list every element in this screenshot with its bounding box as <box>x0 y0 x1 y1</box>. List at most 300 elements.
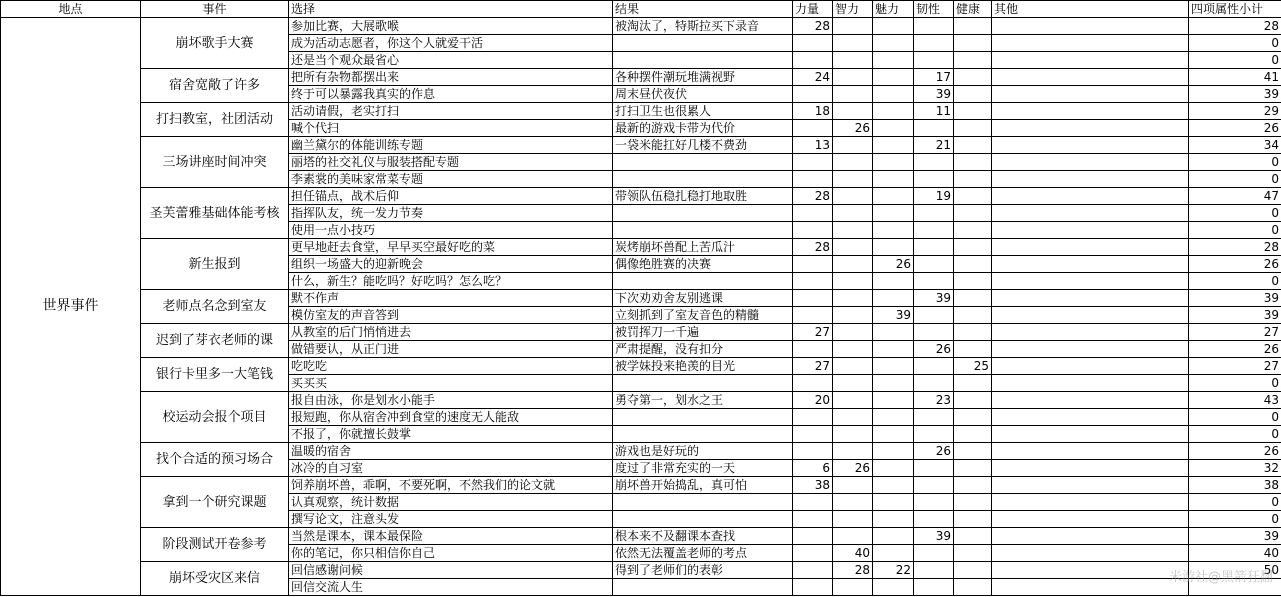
intelligence-cell <box>833 392 873 409</box>
result-cell: 勇夺第一，划水之王 <box>613 392 793 409</box>
tenacity-cell <box>914 120 954 137</box>
table-row <box>1 137 1281 154</box>
intelligence-cell: 26 <box>833 120 873 137</box>
other-cell <box>992 358 1189 375</box>
choice-cell: 丽塔的社交礼仪与服装搭配专题 <box>289 154 613 171</box>
other-cell <box>992 290 1189 307</box>
tenacity-cell: 17 <box>914 69 954 86</box>
strength-cell <box>793 545 833 562</box>
tenacity-cell <box>914 579 954 596</box>
tenacity-cell <box>914 239 954 256</box>
subtotal-cell: 0 <box>1189 205 1281 222</box>
tenacity-cell: 26 <box>914 443 954 460</box>
other-cell <box>992 494 1189 511</box>
health-cell <box>954 69 992 86</box>
event-cell: 拿到一个研究课题 <box>141 477 289 528</box>
header-tenacity: 韧性 <box>914 1 954 18</box>
choice-cell: 把所有杂物都摆出来 <box>289 69 613 86</box>
event-cell: 老师点名念到室友 <box>141 290 289 324</box>
charm-cell <box>873 205 914 222</box>
tenacity-cell: 21 <box>914 137 954 154</box>
header-subtotal: 四项属性小计 <box>1189 1 1281 18</box>
charm-cell <box>873 358 914 375</box>
table-row <box>1 477 1281 494</box>
tenacity-cell <box>914 35 954 52</box>
header-intelligence: 智力 <box>833 1 873 18</box>
charm-cell <box>873 511 914 528</box>
table-row <box>1 188 1281 205</box>
other-cell <box>992 375 1189 392</box>
header-strength: 力量 <box>793 1 833 18</box>
other-cell <box>992 307 1189 324</box>
charm-cell <box>873 222 914 239</box>
result-cell <box>613 205 793 222</box>
other-cell <box>992 341 1189 358</box>
choice-cell: 报自由泳，你是划水小能手 <box>289 392 613 409</box>
choice-cell: 更早地赶去食堂，早早买空最好吃的菜 <box>289 239 613 256</box>
strength-cell: 28 <box>793 239 833 256</box>
intelligence-cell: 28 <box>833 562 873 579</box>
intelligence-cell <box>833 324 873 341</box>
tenacity-cell <box>914 409 954 426</box>
charm-cell: 26 <box>873 256 914 273</box>
intelligence-cell <box>833 69 873 86</box>
subtotal-cell: 27 <box>1189 358 1281 375</box>
health-cell <box>954 137 992 154</box>
header-row <box>1 1 1281 18</box>
header-health: 健康 <box>954 1 992 18</box>
charm-cell <box>873 477 914 494</box>
subtotal-cell: 47 <box>1189 188 1281 205</box>
charm-cell <box>873 86 914 103</box>
health-cell <box>954 579 992 596</box>
tenacity-cell <box>914 324 954 341</box>
choice-cell: 你的笔记，你只相信你自己 <box>289 545 613 562</box>
result-cell: 炭烤崩坏兽配上苦瓜汁 <box>613 239 793 256</box>
tenacity-cell <box>914 375 954 392</box>
health-cell <box>954 562 992 579</box>
health-cell <box>954 103 992 120</box>
result-cell: 根本来不及翻课本查找 <box>613 528 793 545</box>
tenacity-cell <box>914 494 954 511</box>
charm-cell <box>873 579 914 596</box>
subtotal-cell: 26 <box>1189 443 1281 460</box>
table-row <box>1 443 1281 460</box>
other-cell <box>992 103 1189 120</box>
strength-cell <box>793 562 833 579</box>
health-cell <box>954 426 992 443</box>
strength-cell: 6 <box>793 460 833 477</box>
intelligence-cell <box>833 528 873 545</box>
intelligence-cell <box>833 477 873 494</box>
strength-cell: 28 <box>793 188 833 205</box>
other-cell <box>992 579 1189 596</box>
health-cell <box>954 409 992 426</box>
subtotal-cell: 0 <box>1189 171 1281 188</box>
strength-cell <box>793 494 833 511</box>
choice-cell: 喊个代扫 <box>289 120 613 137</box>
charm-cell <box>873 18 914 35</box>
tenacity-cell: 23 <box>914 392 954 409</box>
event-cell: 三场讲座时间冲突 <box>141 137 289 188</box>
intelligence-cell <box>833 86 873 103</box>
other-cell <box>992 273 1189 290</box>
choice-cell: 组织一场盛大的迎新晚会 <box>289 256 613 273</box>
tenacity-cell <box>914 18 954 35</box>
other-cell <box>992 35 1189 52</box>
subtotal-cell: 39 <box>1189 528 1281 545</box>
tenacity-cell: 39 <box>914 290 954 307</box>
other-cell <box>992 239 1189 256</box>
header-other: 其他 <box>992 1 1189 18</box>
charm-cell <box>873 273 914 290</box>
event-cell: 银行卡里多一大笔钱 <box>141 358 289 392</box>
strength-cell <box>793 528 833 545</box>
result-cell: 偶像绝胜赛的决赛 <box>613 256 793 273</box>
health-cell: 25 <box>954 358 992 375</box>
table-row <box>1 528 1281 545</box>
table-row <box>1 358 1281 375</box>
health-cell <box>954 528 992 545</box>
subtotal-cell: 0 <box>1189 273 1281 290</box>
choice-cell: 模仿室友的声音答到 <box>289 307 613 324</box>
header-charm: 魅力 <box>873 1 914 18</box>
charm-cell <box>873 35 914 52</box>
subtotal-cell <box>1189 579 1281 596</box>
result-cell: 打扫卫生也很累人 <box>613 103 793 120</box>
result-cell: 依然无法覆盖老师的考点 <box>613 545 793 562</box>
charm-cell <box>873 528 914 545</box>
strength-cell <box>793 205 833 222</box>
result-cell <box>613 154 793 171</box>
strength-cell: 28 <box>793 18 833 35</box>
event-cell: 找个合适的预习场合 <box>141 443 289 477</box>
tenacity-cell <box>914 154 954 171</box>
tenacity-cell <box>914 358 954 375</box>
intelligence-cell <box>833 409 873 426</box>
subtotal-cell: 26 <box>1189 120 1281 137</box>
tenacity-cell <box>914 545 954 562</box>
header-event: 事件 <box>141 1 289 18</box>
result-cell: 被学妹投来艳羡的目光 <box>613 358 793 375</box>
choice-cell: 从教室的后门悄悄进去 <box>289 324 613 341</box>
other-cell <box>992 392 1189 409</box>
table-row <box>1 324 1281 341</box>
choice-cell: 回信交流人生 <box>289 579 613 596</box>
strength-cell <box>793 120 833 137</box>
result-cell: 最新的游戏卡带为代价 <box>613 120 793 137</box>
tenacity-cell <box>914 222 954 239</box>
strength-cell: 18 <box>793 103 833 120</box>
subtotal-cell: 32 <box>1189 460 1281 477</box>
subtotal-cell: 0 <box>1189 222 1281 239</box>
charm-cell <box>873 239 914 256</box>
intelligence-cell <box>833 188 873 205</box>
result-cell <box>613 52 793 69</box>
health-cell <box>954 120 992 137</box>
result-cell <box>613 375 793 392</box>
strength-cell: 27 <box>793 358 833 375</box>
result-cell: 被淘汰了，特斯拉买下录音 <box>613 18 793 35</box>
health-cell <box>954 307 992 324</box>
result-cell: 立刻抓到了室友音色的精髓 <box>613 307 793 324</box>
charm-cell <box>873 409 914 426</box>
strength-cell: 38 <box>793 477 833 494</box>
strength-cell <box>793 409 833 426</box>
charm-cell <box>873 494 914 511</box>
strength-cell <box>793 256 833 273</box>
tenacity-cell <box>914 562 954 579</box>
choice-cell: 饲养崩坏兽，乖啊，不要死啊，不然我们的论文就 <box>289 477 613 494</box>
result-cell: 带领队伍稳扎稳打地取胜 <box>613 188 793 205</box>
other-cell <box>992 137 1189 154</box>
strength-cell <box>793 307 833 324</box>
strength-cell <box>793 290 833 307</box>
health-cell <box>954 205 992 222</box>
event-cell: 新生报到 <box>141 239 289 290</box>
subtotal-cell: 50 <box>1189 562 1281 579</box>
health-cell <box>954 239 992 256</box>
other-cell <box>992 188 1189 205</box>
intelligence-cell <box>833 222 873 239</box>
tenacity-cell: 39 <box>914 86 954 103</box>
other-cell <box>992 460 1189 477</box>
table-row <box>1 239 1281 256</box>
result-cell: 度过了非常充实的一天 <box>613 460 793 477</box>
other-cell <box>992 426 1189 443</box>
tenacity-cell: 11 <box>914 103 954 120</box>
charm-cell <box>873 545 914 562</box>
subtotal-cell: 38 <box>1189 477 1281 494</box>
table-row <box>1 392 1281 409</box>
charm-cell: 22 <box>873 562 914 579</box>
header-result: 结果 <box>613 1 793 18</box>
other-cell <box>992 120 1189 137</box>
health-cell <box>954 494 992 511</box>
table-row <box>1 103 1281 120</box>
strength-cell <box>793 86 833 103</box>
choice-cell: 认真观察，统计数据 <box>289 494 613 511</box>
event-cell: 崩坏歌手大赛 <box>141 18 289 69</box>
health-cell <box>954 392 992 409</box>
health-cell <box>954 86 992 103</box>
health-cell <box>954 171 992 188</box>
result-cell <box>613 511 793 528</box>
strength-cell: 20 <box>793 392 833 409</box>
location-cell: 世界事件 <box>1 18 141 596</box>
subtotal-cell: 0 <box>1189 375 1281 392</box>
charm-cell <box>873 426 914 443</box>
other-cell <box>992 222 1189 239</box>
subtotal-cell: 0 <box>1189 409 1281 426</box>
tenacity-cell <box>914 171 954 188</box>
choice-cell: 担任锚点，战术后仰 <box>289 188 613 205</box>
choice-cell: 活动请假，老实打扫 <box>289 103 613 120</box>
strength-cell <box>793 154 833 171</box>
intelligence-cell <box>833 426 873 443</box>
charm-cell: 39 <box>873 307 914 324</box>
intelligence-cell <box>833 307 873 324</box>
health-cell <box>954 35 992 52</box>
subtotal-cell: 0 <box>1189 154 1281 171</box>
table-row <box>1 290 1281 307</box>
subtotal-cell: 34 <box>1189 137 1281 154</box>
tenacity-cell <box>914 460 954 477</box>
strength-cell <box>793 341 833 358</box>
intelligence-cell <box>833 494 873 511</box>
result-cell: 游戏也是好玩的 <box>613 443 793 460</box>
health-cell <box>954 341 992 358</box>
intelligence-cell <box>833 239 873 256</box>
health-cell <box>954 443 992 460</box>
charm-cell <box>873 392 914 409</box>
charm-cell <box>873 137 914 154</box>
table-body <box>1 18 1281 596</box>
intelligence-cell <box>833 579 873 596</box>
subtotal-cell: 39 <box>1189 307 1281 324</box>
result-cell: 得到了老师们的表彰 <box>613 562 793 579</box>
intelligence-cell <box>833 511 873 528</box>
result-cell <box>613 426 793 443</box>
choice-cell: 当然是课本，课本最保险 <box>289 528 613 545</box>
health-cell <box>954 273 992 290</box>
charm-cell <box>873 120 914 137</box>
charm-cell <box>873 154 914 171</box>
other-cell <box>992 154 1189 171</box>
strength-cell <box>793 171 833 188</box>
tenacity-cell: 26 <box>914 341 954 358</box>
subtotal-cell: 29 <box>1189 103 1281 120</box>
subtotal-cell: 39 <box>1189 290 1281 307</box>
table-row <box>1 18 1281 35</box>
subtotal-cell: 28 <box>1189 239 1281 256</box>
strength-cell <box>793 579 833 596</box>
health-cell <box>954 188 992 205</box>
tenacity-cell <box>914 273 954 290</box>
choice-cell: 李素裳的美味家常菜专题 <box>289 171 613 188</box>
event-cell: 迟到了芽衣老师的课 <box>141 324 289 358</box>
result-cell: 严肃提醒，没有扣分 <box>613 341 793 358</box>
strength-cell <box>793 52 833 69</box>
other-cell <box>992 18 1189 35</box>
intelligence-cell <box>833 443 873 460</box>
choice-cell: 撰写论文，注意头发 <box>289 511 613 528</box>
result-cell <box>613 171 793 188</box>
other-cell <box>992 52 1189 69</box>
health-cell <box>954 222 992 239</box>
choice-cell: 冰冷的自习室 <box>289 460 613 477</box>
strength-cell <box>793 35 833 52</box>
charm-cell <box>873 290 914 307</box>
other-cell <box>992 86 1189 103</box>
choice-cell: 回信感谢问候 <box>289 562 613 579</box>
tenacity-cell <box>914 205 954 222</box>
charm-cell <box>873 375 914 392</box>
result-cell <box>613 579 793 596</box>
tenacity-cell <box>914 52 954 69</box>
choice-cell: 做错要认，从正门进 <box>289 341 613 358</box>
health-cell <box>954 290 992 307</box>
charm-cell <box>873 52 914 69</box>
health-cell <box>954 52 992 69</box>
subtotal-cell: 0 <box>1189 511 1281 528</box>
choice-cell: 报短跑，你从宿舍冲到食堂的速度无人能敌 <box>289 409 613 426</box>
charm-cell <box>873 460 914 477</box>
other-cell <box>992 443 1189 460</box>
watermark: 米游社@黑箭狂翻 <box>1168 570 1273 585</box>
result-cell <box>613 35 793 52</box>
subtotal-cell: 28 <box>1189 18 1281 35</box>
subtotal-cell: 26 <box>1189 256 1281 273</box>
charm-cell <box>873 171 914 188</box>
charm-cell <box>873 443 914 460</box>
intelligence-cell <box>833 154 873 171</box>
other-cell <box>992 171 1189 188</box>
result-cell: 下次劝劝舍友别逃课 <box>613 290 793 307</box>
intelligence-cell <box>833 290 873 307</box>
health-cell <box>954 324 992 341</box>
choice-cell: 温暖的宿舍 <box>289 443 613 460</box>
result-cell <box>613 494 793 511</box>
subtotal-cell: 41 <box>1189 69 1281 86</box>
tenacity-cell <box>914 477 954 494</box>
choice-cell: 还是当个观众最省心 <box>289 52 613 69</box>
choice-cell: 成为活动志愿者，你这个人就爱干活 <box>289 35 613 52</box>
choice-cell: 终于可以暴露我真实的作息 <box>289 86 613 103</box>
choice-cell: 吃吃吃 <box>289 358 613 375</box>
health-cell <box>954 18 992 35</box>
choice-cell: 什么，新生？能吃吗？好吃吗？怎么吃？ <box>289 273 613 290</box>
intelligence-cell <box>833 35 873 52</box>
choice-cell: 幽兰黛尔的体能训练专题 <box>289 137 613 154</box>
intelligence-cell <box>833 205 873 222</box>
tenacity-cell <box>914 426 954 443</box>
event-cell: 校运动会报个项目 <box>141 392 289 443</box>
choice-cell: 使用一点小技巧 <box>289 222 613 239</box>
other-cell <box>992 69 1189 86</box>
result-cell: 周末昼伏夜伏 <box>613 86 793 103</box>
result-cell: 一袋米能扛好几楼不费劲 <box>613 137 793 154</box>
tenacity-cell <box>914 256 954 273</box>
intelligence-cell: 26 <box>833 460 873 477</box>
event-cell: 宿舍宽敞了许多 <box>141 69 289 103</box>
tenacity-cell <box>914 307 954 324</box>
choice-cell: 不报了，你就擅长鼓掌 <box>289 426 613 443</box>
table-row <box>1 562 1281 579</box>
result-cell <box>613 409 793 426</box>
other-cell <box>992 545 1189 562</box>
other-cell <box>992 409 1189 426</box>
subtotal-cell: 27 <box>1189 324 1281 341</box>
event-cell: 崩坏受灾区来信 <box>141 562 289 596</box>
charm-cell <box>873 69 914 86</box>
other-cell <box>992 477 1189 494</box>
health-cell <box>954 375 992 392</box>
health-cell <box>954 256 992 273</box>
intelligence-cell <box>833 52 873 69</box>
intelligence-cell <box>833 18 873 35</box>
result-cell <box>613 273 793 290</box>
health-cell <box>954 154 992 171</box>
choice-cell: 默不作声 <box>289 290 613 307</box>
subtotal-cell: 0 <box>1189 52 1281 69</box>
intelligence-cell <box>833 358 873 375</box>
subtotal-cell: 0 <box>1189 35 1281 52</box>
header-location: 地点 <box>1 1 141 18</box>
intelligence-cell <box>833 341 873 358</box>
charm-cell <box>873 103 914 120</box>
strength-cell: 24 <box>793 69 833 86</box>
